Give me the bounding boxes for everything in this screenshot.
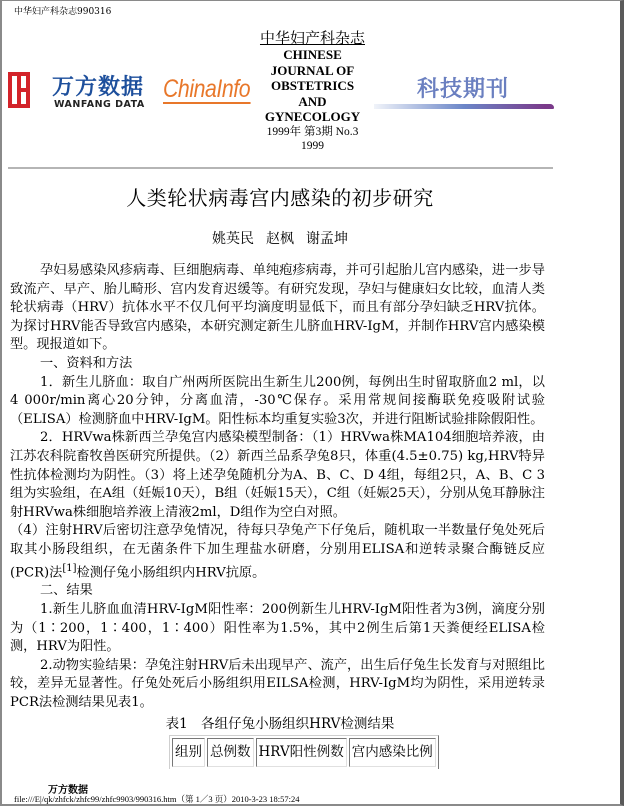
table-header-cell: 总例数 [207, 738, 254, 767]
table-caption: 表1 各组仔兔小肠组织HRV检测结果 [165, 716, 395, 732]
kjqk-logo-text: 科技期刊 [417, 77, 510, 102]
wanfang-logo-cn: 万方数据 [52, 75, 145, 100]
footer-url: file:///E|/qk/zhfck/zhfc99/zhfc9903/990316.htm（第 1／3 页）2010-3-23 18:57:24 [14, 794, 300, 804]
article-title: 人类轮状病毒宫内感染的初步研究 [126, 186, 434, 210]
author: 赵枫 [266, 231, 294, 247]
section-heading-results: 二、结果 [40, 583, 93, 599]
author: 姚英民 [212, 231, 254, 247]
journal-title-en-line: CHINESE [283, 47, 342, 62]
chinainfo-logo: ChinaInfo [163, 75, 251, 103]
methods-paragraph-1: 1．新生儿脐血：取自广州两所医院出生新生儿200例，每例出生时留取脐血2 ml，以4 000r/min离心20分钟，分离血清，-30℃保存。采用常规间接酶联免疫吸附试验（ELISA）检测脐血中HRV-IgM。阳性标本均重复实验3次，并进行阻断试验排除假阳性。 [10, 374, 545, 427]
intro-paragraph: 孕妇易感染风疹病毒、巨细胞病毒、单纯疱疹病毒，并可引起胎儿宫内感染，进一步导致流产、早产、胎儿畸形、宫内发育迟缓等。有研究发现，孕妇与健康妇女比较，血清人类轮状病毒（HRV）抗体水平不仅几何平均滴度明显低下，而且有部分孕妇缺乏HRV抗体。为探讨HRV能否导致宫内感染，本研究测定新生儿脐血HRV-IgM，并制作HRV宫内感染模型。现报道如下。 [10, 263, 545, 353]
methods-4-text: （4）注射HRV后密切注意孕兔情况，待每只孕兔产下仔兔后，随机取一半数量仔兔处死后取其小肠段组织，在无菌条件下加生理盐水研磨，分别用ELISA和逆转录聚合酶链反应(PCR)法 [10, 523, 545, 580]
journal-title-cn: 中华妇产科杂志 [259, 29, 365, 47]
journal-title-en-line: GYNECOLOGY [264, 109, 361, 124]
wanfang-logo [6, 70, 161, 112]
table-header-cell: 宫内感染比例 [349, 738, 436, 767]
table-header-cell: HRV阳性例数 [256, 738, 347, 767]
journal-title-en-line: JOURNAL OF [270, 62, 355, 78]
journal-masthead [240, 28, 385, 153]
reference-link[interactable]: [1] [62, 562, 77, 574]
article-authors [0, 228, 560, 248]
kjqk-logo [372, 72, 562, 112]
article-body [10, 262, 545, 713]
journal-title-en-line: AND [298, 93, 327, 109]
methods-paragraph-2: 2．HRVwa株新西兰孕兔宫内感染模型制备：（1）HRVwa株MA104细胞培养液，由江苏农科院畜牧兽医研究所提供。（2）新西兰品系孕兔8只，体重(4.5±0.75) kg,HRV特异性抗体检测均为阴性。（3）将上述孕兔随机分为A、B、C、D 4组，每组2只，A、B、C 3组为实验组，在A组（妊娠10天），B组（妊娠15天），C组（妊娠25天），分别从兔耳静脉注射HRVwa株细胞培养液上清液2ml，D组作为空白对照。 [10, 430, 545, 520]
methods-paragraph-4 [10, 522, 545, 582]
wanfang-logo-en: WANFANG DATA [54, 99, 145, 110]
journal-title-en-line: OBSTETRICS [270, 78, 355, 93]
header-divider [8, 167, 553, 169]
print-header-title: 中华妇产科杂志990316 [14, 7, 112, 17]
results-paragraph-2: 2.动物实验结果：孕兔注射HRV后未出现早产、流产，出生后仔兔生长发育与对照组比较，差异无显著性。仔兔处死后小肠组织用EILSA检测，HRV-IgM均为阴性，采用逆转录PCR法检测结果见表1。 [10, 657, 545, 711]
methods-4-text-end: 检测仔兔小肠组织内HRV抗原。 [76, 564, 266, 580]
section-heading-methods: 一、资料和方法 [40, 355, 133, 371]
table-header-row [172, 738, 436, 767]
footer-brand: 万方数据 [48, 785, 88, 796]
kjqk-swoosh-icon [374, 104, 554, 109]
journal-year: 1999 [301, 139, 324, 152]
wanfang-mark-icon [8, 72, 30, 108]
table-header-cell: 组别 [172, 738, 205, 767]
journal-issue: 1999年 第3期 No.3 [266, 125, 359, 138]
results-table [169, 735, 439, 769]
results-paragraph-1: 1.新生儿脐血血清HRV-IgM阳性率：200例新生儿HRV-IgM阳性者为3例，滴度分别为（1∶200，1∶400，1∶400）阳性率为1.5%，其中2例生后第1天粪便经ELISA检测，HRV为阳性。 [10, 602, 545, 655]
author: 谢孟坤 [306, 231, 348, 247]
